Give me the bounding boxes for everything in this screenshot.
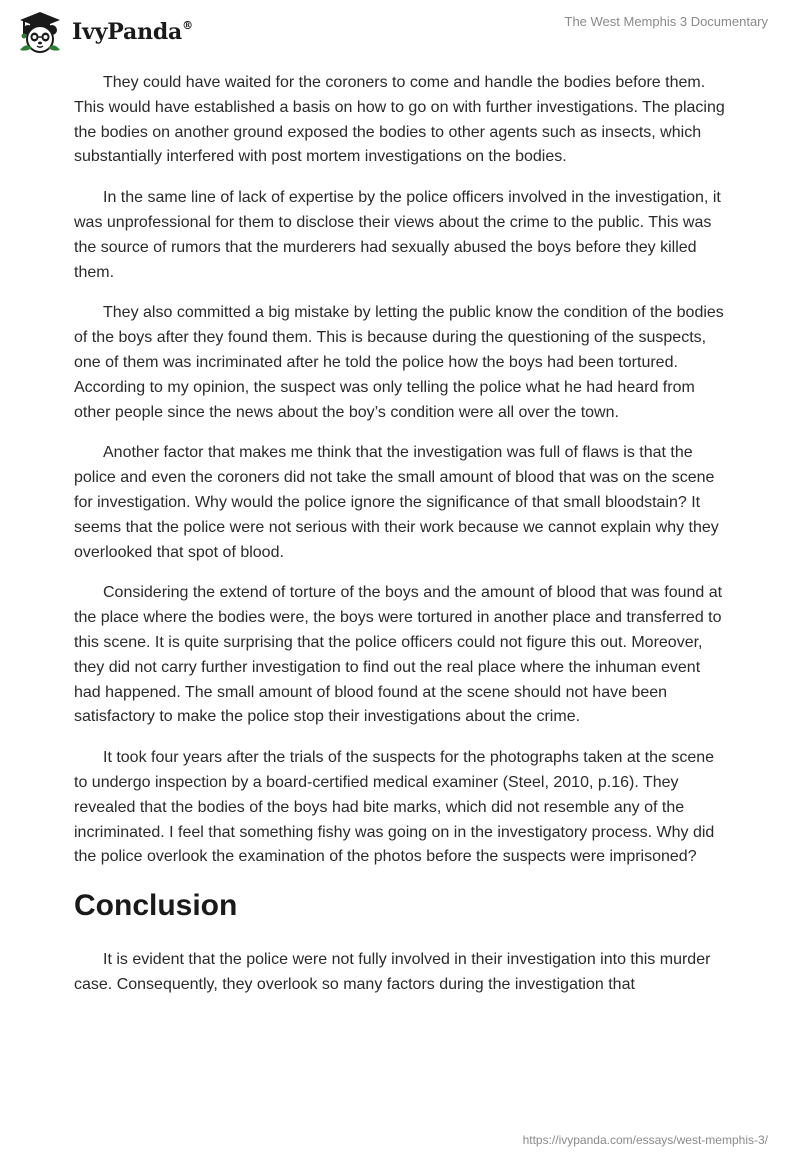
section-heading: Conclusion [74, 889, 238, 923]
essay-body [74, 71, 726, 1014]
paragraph: They could have waited for the coroners to come and handle the bodies before them. This would have established a basis on how to go on with further investigations. The placing the bodies on another ground exposed the bodies to other agents such as insects, which substantially interfered with post mortem investigations on the bodies. [74, 74, 725, 166]
paragraph: In the same line of lack of expertise by the police officers involved in the investigation, it was unprofessional for them to disclose their views about the crime to the public. This was the source of rumors that the murderers had sexually abused the boys before they killed them. [74, 189, 721, 281]
paragraph: It is evident that the police were not fully involved in their investigation into this murder case. Consequently, they overlook so many factors during the investigation that [74, 951, 711, 993]
paragraph: Another factor that makes me think that the investigation was full of flaws is that the police and even the coroners did not take the small amount of blood that was on the scene for investigation. Why would the police ignore the significance of that small bloodstain? It seems that the police were not serious with their work because we cannot explain why they overlooked that spot of blood. [74, 444, 719, 561]
paragraph: They also committed a big mistake by letting the public know the condition of the bodies of the boys after they found them. This is because during the questioning of the suspects, one of them was incriminated after he told the police how the boys had been tortured. According to my opinion, the suspect was only telling the police what he had heard from other people since the news about the boy’s condition were all over the town. [74, 304, 724, 421]
page-header [0, 0, 800, 62]
document-title: The West Memphis 3 Documentary [564, 14, 768, 29]
logo[interactable] [16, 8, 193, 56]
paragraph: Considering the extend of torture of the boys and the amount of blood that was found at the place where the bodies were, the boys were tortured in another place and transferred to this scene. It is quite surprising that the police officers could not figure this out. Moreover, they did not carry further investigation to find out the real place where the inhuman event had happened. The small amount of blood found at the scene should not have been satisfactory to make the police stop their investigations about the crime. [74, 584, 723, 726]
source-url[interactable]: https://ivypanda.com/essays/west-memphis-3/ [522, 1133, 768, 1147]
paragraph: It took four years after the trials of the suspects for the photographs taken at the scene to undergo inspection by a board-certified medical examiner (Steel, 2010, p.16). They revealed that the bodies of the boys had bite marks, which did not resemble any of the incriminated. I feel that something fishy was going on in the investigatory process. Why did the police overlook the examination of the photos before the suspects were imprisoned? [74, 749, 715, 866]
panda-graduate-icon [16, 10, 64, 54]
brand-name: IvyPanda® [72, 18, 193, 45]
registered-mark: ® [182, 18, 193, 32]
